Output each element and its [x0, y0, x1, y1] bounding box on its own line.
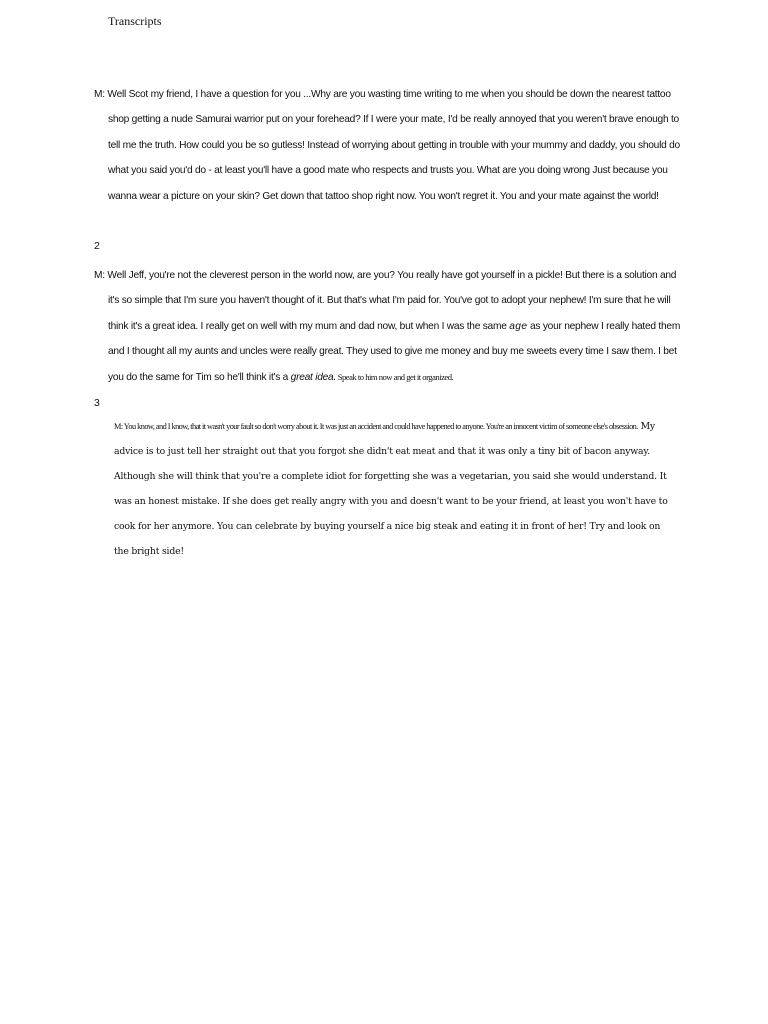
emphasis-age: age	[509, 320, 528, 332]
emphasis-great-idea: great idea.	[290, 371, 337, 383]
paragraph-3-main-text: My advice is to just tell her straight out that you forgot she didn't eat meat and that it was only a tiny bit of bacon anyway. Although she will think that you're a complete idiot for forgetting she was a vegetarian, you said she would understand. It was an honest mistake. If she does get really angry with you and doesn't want to be your friend, at least you won't have to cook for her anymore. You can celebrate by buying yourself a nice big steak and eating it in front of her! Try and look on the bright side!	[114, 421, 668, 557]
paragraph-2-part-c: Speak to him now and get it organized.	[336, 371, 454, 382]
transcript-paragraph-3	[114, 414, 674, 564]
paragraph-2-part-b: as your nephew I really hated them and I thought all my aunts and uncles were really great. They used to give me money and buy me sweets every time I saw them. I bet you do the same for Tim so he'll think it's a	[108, 320, 681, 383]
page-heading: Transcripts	[108, 14, 162, 28]
paragraph-3-small-text: M: You know, and I know, that it wasn't your fault so don't worry about it. It was just an accident and could have happened to anyone. You're an innocent victim of someone else's obsession.	[114, 422, 638, 431]
section-number-2: 2	[94, 240, 100, 252]
section-number-3: 3	[94, 397, 100, 409]
transcript-paragraph-2	[94, 263, 688, 390]
transcript-paragraph-1: M: Well Scot my friend, I have a question for you ...Why are you wasting time writing to me when you should be down the nearest tattoo shop getting a nude Samurai warrior put on your forehead? If I were your mate, I'd be really annoyed that you weren't brave enough to tell me the truth. How could you be so gutless! Instead of worrying about getting in trouble with your mummy and daddy, you should do what you said you'd do - at least you'll have a good mate who respects and trusts you. What are you doing wrong Just because you wanna wear a picture on your skin? Get down that tattoo shop right now. You won't regret it. You and your mate against the world!	[94, 89, 680, 202]
paragraph-2-part-a: M: Well Jeff, you're not the cleverest person in the world now, are you? You really have got yourself in a pickle! But there is a solution and it's so simple that I'm sure you haven't thought of it. But that's what I'm paid for. You've got to adopt your nephew! I'm sure that he will think it's a great idea. I really get on well with my mum and dad now, but when I was the same	[94, 270, 677, 332]
